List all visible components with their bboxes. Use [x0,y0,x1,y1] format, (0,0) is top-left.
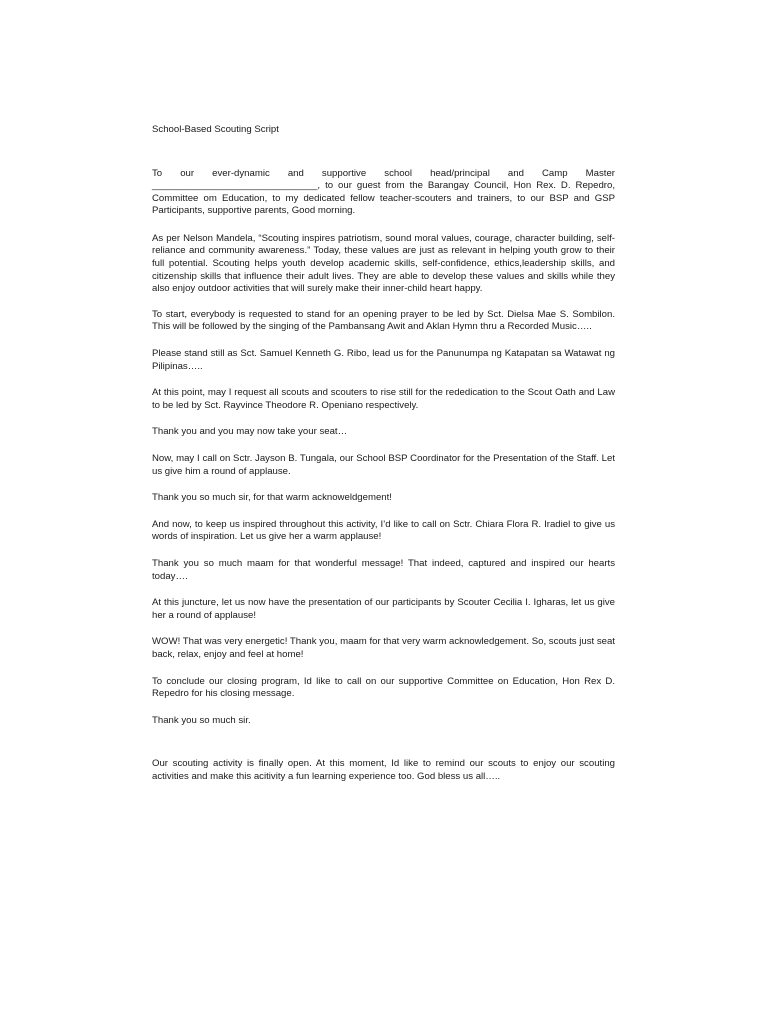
paragraph-mandela-quote: As per Nelson Mandela, “Scouting inspires patriotism, sound moral values, courage, character building, self-reliance and community awareness.” Today, these values are just as relevant in helping youth grow to their full potential. Scouting helps youth develop academic skills, self-confidence, ethics,leadership skills, and citizenship skills that influence their adult lives. They are able to develop these values and skills while they also enjoy outdoor activities that will surely make their inner-child heart happy. [152,232,615,295]
paragraph-thank-closing: Thank you so much sir. [152,714,251,726]
paragraph-opening-prayer: To start, everybody is requested to stand for an opening prayer to be led by Sct. Dielsa Mae S. Sombilon. This will be followed by the singing of the Pambansang Awit and Aklan Hymn thru a Recorded Music….. [152,308,615,333]
paragraph-closing-message: To conclude our closing program, Id like to call on our supportive Committee on Education, Hon Rex D. Repedro for his closing message. [152,675,615,700]
paragraph-greeting: To our ever-dynamic and supportive school head/principal and Camp Master _______________________________, to our guest from the Barangay Council, Hon Rex. D. Repedro, Committee om Education, to my dedicated fellow teacher-scouters and trainers, to our BSP and GSP Participants, supportive parents, Good morning. [152,167,615,217]
paragraph-energetic: WOW! That was very energetic! Thank you, maam for that very warm acknowledgement. So, scouts just seat back, relax, enjoy and feel at home! [152,636,615,660]
paragraph-inspiration: And now, to keep us inspired throughout this activity, I’d like to call on Sctr. Chiara Flora R. Iradiel to give us words of inspiration. Let us give her a warm applause! [152,518,615,543]
paragraph-thank-sir: Thank you so much sir, for that warm acknoweldgement! [152,492,392,504]
paragraph-take-seat: Thank you and you may now take your seat… [152,426,348,438]
document-title: School-Based Scouting Script [152,124,279,135]
paragraph-participants: At this juncture, let us now have the presentation of our participants by Scouter Cecilia I. Igharas, let us give her a round of applause! [152,597,615,621]
paragraph-activity-open: Our scouting activity is finally open. At this moment, Id like to remind our scouts to enjoy our scouting activities and make this acitivity a fun learning experience too. God bless us all….. [152,758,615,782]
document-page [152,124,615,784]
paragraph-thank-maam: Thank you so much maam for that wonderful message! That indeed, captured and inspired our hearts today…. [152,557,615,582]
paragraph-presentation-staff: Now, may I call on Sctr. Jayson B. Tungala, our School BSP Coordinator for the Presentation of the Staff. Let us give him a round of applause. [152,453,615,477]
paragraph-panunumpa: Please stand still as Sct. Samuel Kenneth G. Ribo, lead us for the Panunumpa ng Katapatan sa Watawat ng Pilipinas….. [152,348,615,372]
paragraph-scout-oath: At this point, may I request all scouts and scouters to rise still for the rededication to the Scout Oath and Law to be led by Sct. Rayvince Theodore R. Openiano respectively. [152,387,615,411]
